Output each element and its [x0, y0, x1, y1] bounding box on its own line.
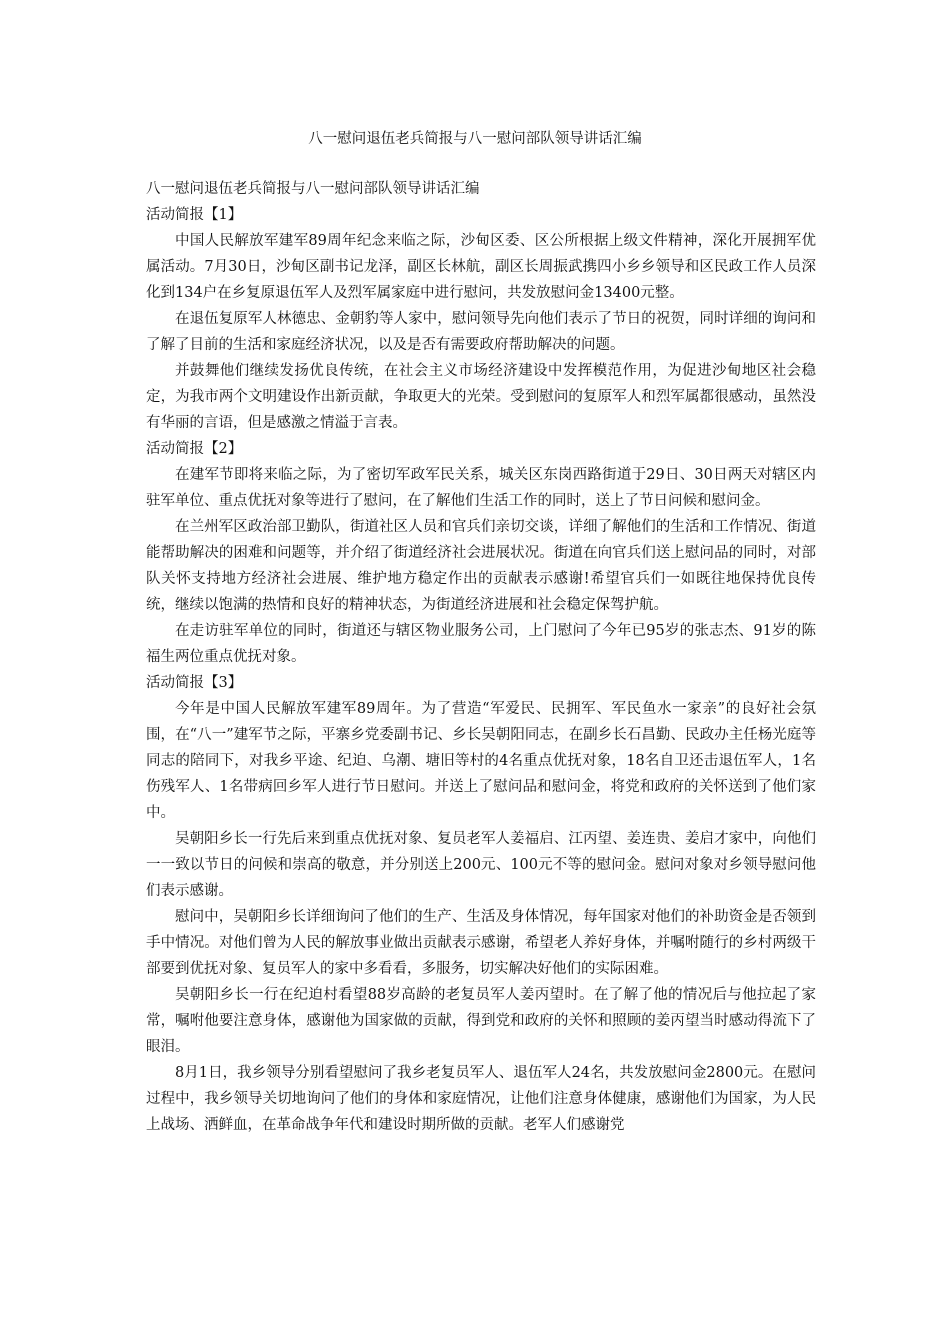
section-heading-3: 活动简报【3】: [146, 675, 243, 691]
document-subtitle: 八一慰问退伍老兵简报与八一慰问部队领导讲话汇编: [146, 181, 480, 197]
paragraph: 8月1日，我乡领导分别看望慰问了我乡老复员军人、退伍军人24名，共发放慰问金2800元。在慰问过程中，我乡领导关切地询问了他们的身体和家庭情况，让他们注意身体健康，感谢他们为国家，为人民上战场、洒鲜血，在革命战争年代和建设时期所做的贡献。老军人们感谢党: [146, 1065, 816, 1133]
paragraph: 在建军节即将来临之际，为了密切军政军民关系，城关区东岗西路街道于29日、30日两天对辖区内驻军单位、重点优抚对象等进行了慰问，在了解他们生活工作的同时，送上了节日问候和慰问金。: [146, 467, 816, 509]
paragraph: 慰问中，吴朝阳乡长详细询问了他们的生产、生活及身体情况，每年国家对他们的补助资金是否领到手中情况。对他们曾为人民的解放事业做出贡献表示感谢，希望老人养好身体，并嘱咐随行的乡村两级干部要到优抚对象、复员军人的家中多看看，多服务，切实解决好他们的实际困难。: [146, 909, 816, 977]
section-heading-1: 活动简报【1】: [146, 207, 243, 223]
paragraph: 并鼓舞他们继续发扬优良传统，在社会主义市场经济建设中发挥模范作用，为促进沙甸地区社会稳定，为我市两个文明建设作出新贡献，争取更大的光荣。受到慰问的复原军人和烈军属都很感动，虽然没有华丽的言语，但是感激之情溢于言表。: [146, 363, 816, 431]
section-heading-2: 活动简报【2】: [146, 441, 243, 457]
paragraph: 吴朝阳乡长一行在纪迫村看望88岁高龄的老复员军人姜丙望时。在了解了他的情况后与他拉起了家常，嘱咐他要注意身体，感谢他为国家做的贡献，得到党和政府的关怀和照顾的姜丙望当时感动得流下了眼泪。: [146, 987, 816, 1055]
paragraph: 在走访驻军单位的同时，街道还与辖区物业服务公司，上门慰问了今年已95岁的张志杰、91岁的陈福生两位重点优抚对象。: [146, 623, 816, 665]
paragraph: 吴朝阳乡长一行先后来到重点优抚对象、复员老军人姜福启、江丙望、姜连贵、姜启才家中，向他们一一致以节日的问候和崇高的敬意，并分别送上200元、100元不等的慰问金。慰问对象对乡领导慰问他们表示感谢。: [146, 831, 816, 899]
paragraph: 在兰州军区政治部卫勤队，街道社区人员和官兵们亲切交谈，详细了解他们的生活和工作情况、街道能帮助解决的困难和问题等，并介绍了街道经济社会进展状况。街道在向官兵们送上慰问品的同时，对部队关怀支持地方经济社会进展、维护地方稳定作出的贡献表示感谢!希望官兵们一如既往地保持优良传统，继续以饱满的热情和良好的精神状态，为街道经济进展和社会稳定保驾护航。: [146, 519, 816, 613]
document-body: [146, 176, 816, 1138]
paragraph: 今年是中国人民解放军建军89周年。为了营造“军爱民、民拥军、军民鱼水一家亲”的良好社会氛围，在“八一”建军节之际，平寨乡党委副书记、乡长吴朝阳同志，在副乡长石昌勤、民政办主任杨光庭等同志的陪同下，对我乡平途、纪迫、乌潮、塘旧等村的4名重点优抚对象，18名自卫还击退伍军人，1名伤残军人、1名带病回乡军人进行节日慰问。并送上了慰问品和慰问金，将党和政府的关怀送到了他们家中。: [146, 701, 816, 821]
paragraph: 在退伍复原军人林德忠、金朝豹等人家中，慰问领导先向他们表示了节日的祝贺，同时详细的询问和了解了目前的生活和家庭经济状况，以及是否有需要政府帮助解决的问题。: [146, 311, 816, 353]
paragraph: 中国人民解放军建军89周年纪念来临之际，沙甸区委、区公所根据上级文件精神，深化开展拥军优属活动。7月30日，沙甸区副书记龙泽，副区长林航，副区长周振武携四小乡乡领导和区民政工作人员深化到134户在乡复原退伍军人及烈军属家庭中进行慰问，共发放慰问金13400元整。: [146, 233, 816, 301]
document-title: 八一慰问退伍老兵简报与八一慰问部队领导讲话汇编: [308, 131, 642, 147]
